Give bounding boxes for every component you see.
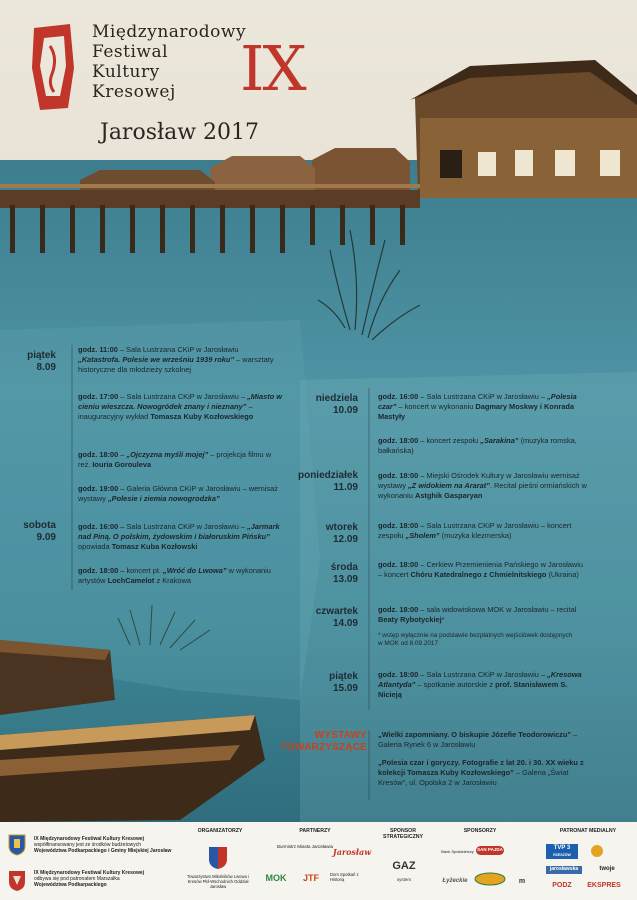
day-name: poniedziałek xyxy=(297,470,358,481)
partner-mok-logo: MOK xyxy=(265,873,287,883)
event-person: LochCamelot xyxy=(107,575,155,585)
title-line-4: Kresowej xyxy=(92,82,176,102)
event-venue: – Sala Lustrzana CKiP w Jarosławiu – xyxy=(418,670,548,679)
event-venue: – koncert pt. xyxy=(118,566,164,575)
event-desc: (muzyka romska, bałkańska) xyxy=(378,436,577,455)
event-item xyxy=(378,436,583,456)
partner-dom-spotkan: Dom Spotkań z Historią xyxy=(330,872,359,883)
event-time: godz. 18:00 xyxy=(378,670,419,679)
exhibitions-heading xyxy=(255,730,367,753)
event-title: „Z widokiem na Ararat” xyxy=(407,480,490,490)
strategic-sponsor-line: STRATEGICZNY xyxy=(383,834,423,840)
event-venue: – Sala Lustrzana CKiP w Jarosławiu xyxy=(117,345,239,354)
organizer-name: Towarzystwo Miłośników Lwowa i Kresów Płd-Wschodnich Oddział Jarosław xyxy=(187,874,249,890)
event-title: „Miasto w cieniu wieszcza. Nowogródek znany i nieznany” xyxy=(78,392,283,411)
day-name: sobota xyxy=(23,520,56,531)
event-item xyxy=(378,471,588,500)
event-desc: w wykonaniu artystów xyxy=(78,566,271,585)
event-title: „Polesia czar” xyxy=(378,392,577,411)
event-item xyxy=(78,522,283,551)
day-name: piątek xyxy=(329,671,358,682)
event-time: godz. 18:00 xyxy=(378,605,419,614)
city-year: Jarosław 2017 xyxy=(100,120,260,145)
event-person: Tomasza Kuby Kozłowskiego xyxy=(150,411,254,421)
patronage-line: Województwa Podkarpackiego xyxy=(34,882,107,888)
event-venue: – Sala Lustrzana CKiP w Jarosławiu – koncert zespołu xyxy=(378,521,572,540)
day-label-0809 xyxy=(8,350,56,374)
sponsor-gaz-name: GAZ xyxy=(392,860,416,872)
event-title: „Katastrofa. Polesie we wrześniu 1939 roku” xyxy=(78,354,235,364)
day-name: czwartek xyxy=(315,606,358,617)
event-venue: – sala widowiskowa MOK w Jarosławiu – recital xyxy=(418,605,577,614)
event-title: „Wróć do Lwowa” xyxy=(163,566,227,575)
event-item xyxy=(378,521,583,541)
event-desc: – koncert w wykonaniu xyxy=(396,401,476,411)
event-time: godz. 19:00 xyxy=(78,484,119,493)
day-label-1009 xyxy=(296,393,358,417)
sponsor-gaz-logo xyxy=(380,860,428,884)
sponsor-sanpajda-logo: SAN PAJDA xyxy=(476,846,504,855)
sponsors-footer xyxy=(0,822,637,900)
event-title: „Ojczyzna myśli mojej” xyxy=(126,450,209,459)
event-item xyxy=(78,345,278,374)
patronage-info xyxy=(34,870,179,888)
day-date: 11.09 xyxy=(333,482,358,493)
event-desc: – projekcja filmu w reż. xyxy=(78,450,272,469)
sponsor-bank: Bank Spółdzielczy xyxy=(441,849,474,854)
day-label-1109 xyxy=(280,470,358,494)
day-label-1309 xyxy=(296,562,358,586)
event-person: Dagmary Moskwy i Konrada Mastyły xyxy=(378,401,574,421)
media-tvp3-sub: RZESZÓW xyxy=(553,852,571,857)
strategic-sponsor-heading xyxy=(378,828,428,840)
event-time: godz. 16:00 xyxy=(78,522,119,531)
day-name: środa xyxy=(330,562,358,573)
day-label-0909 xyxy=(8,520,56,544)
exhibition-venue: – Galeria „Świat Kresów”, ul. Opolska 2 w Jarosławiu xyxy=(378,767,569,787)
day-date: 12.09 xyxy=(332,534,358,545)
partners-heading: PARTNERZY xyxy=(299,828,331,834)
event-item xyxy=(78,484,288,504)
funding-line: IX Międzynarodowy Festiwal Kultury Kresowej xyxy=(34,836,145,842)
title-line-3: Kultury xyxy=(92,62,160,82)
partner-burmistrz: Burmistrz Miasta Jarosławia xyxy=(276,844,333,849)
funding-line: współfinansowany jest ze środków budżetowych xyxy=(34,842,141,848)
exhibitions-heading-2: TOWARZYSZĄCE xyxy=(280,741,367,753)
event-person: Iouria Gorouleva xyxy=(92,459,152,469)
event-note: * wstęp wyłącznie na podstawie bezpłatnych wejściówek dostępnych w MOK od 8.09.2017 xyxy=(378,632,573,648)
event-desc: z Krakowa xyxy=(154,575,191,585)
event-time: godz. 18:00 xyxy=(378,471,419,480)
day-date: 8.09 xyxy=(36,362,56,373)
event-person: Astghik Gasparyan xyxy=(414,490,483,500)
event-person: Tomasz Kuba Kozłowski xyxy=(111,541,198,551)
event-time: godz. 17:00 xyxy=(78,392,119,401)
exhibition-venue: – Galeria Rynek 6 w Jarosławiu xyxy=(378,730,578,749)
media-jaroslawska-logo: jarosławska xyxy=(546,866,582,874)
event-item xyxy=(78,392,283,421)
exhibition-title: „Polesia czar i goryczy. Fotografie z lat 20. i 30. XX wieku z kolekcji Tomasza Kuby Kozłowskiego” xyxy=(378,758,584,777)
sponsors-heading: SPONSORZY xyxy=(463,828,497,834)
sponsor-lyzeckie-logo: Łyżeckie xyxy=(442,878,468,884)
media-ekspres-logo: EKSPRES xyxy=(587,882,621,889)
strategic-sponsor-line: SPONSOR xyxy=(390,828,416,834)
exhibition-item xyxy=(378,730,588,750)
event-title: „Kresowa Atlantyda” xyxy=(378,670,582,689)
event-venue: – xyxy=(118,450,127,459)
media-radio-icon xyxy=(590,844,604,858)
event-person: Beaty Rybotyckiej xyxy=(378,614,442,624)
event-desc: . Recital pieśni ormiańskich w wykonaniu xyxy=(378,480,587,500)
event-venue: – koncert zespołu xyxy=(418,436,481,445)
sponsor-gaz-sub: system xyxy=(396,877,412,883)
patronage-line: IX Międzynarodowy Festiwal Kultury Kresowej xyxy=(34,870,145,876)
event-title: „Sarakina” xyxy=(480,436,519,445)
title-line-1: Międzynarodowy xyxy=(92,22,247,42)
event-time: godz. 11:00 xyxy=(78,345,118,354)
media-tvp3-name: TVP 3 xyxy=(553,845,571,851)
event-venue: – Miejski Ośrodek Kultury w Jarosławiu wernisaż wystawy xyxy=(378,471,580,490)
festival-header xyxy=(30,18,330,158)
festival-logo-icon xyxy=(30,22,78,114)
exhibition-title: „Wielki zapomniany. O biskupie Józefie Teodorowiczu” xyxy=(378,730,572,739)
event-desc: – warsztaty historyczne dla młodzieży szkolnej xyxy=(78,354,274,374)
day-date: 13.09 xyxy=(332,574,358,585)
exhibitions-heading-1: WYSTAWY xyxy=(314,730,367,741)
sponsor-oval-icon xyxy=(474,872,506,886)
event-item xyxy=(378,392,583,421)
event-desc: (muzyka klezmerska) xyxy=(439,530,512,540)
day-name: wtorek xyxy=(325,522,358,533)
event-desc: – spotkanie autorskie z xyxy=(415,679,496,689)
event-desc: opowiada xyxy=(78,541,112,551)
coat-of-arms-icon xyxy=(8,834,26,856)
event-venue: – Galeria Główna CKiP w Jarosławiu – wernisaż wystawy xyxy=(78,484,278,503)
day-name: niedziela xyxy=(315,393,358,404)
exhibition-item xyxy=(378,758,588,787)
event-desc: * xyxy=(441,614,445,624)
funding-info xyxy=(34,836,179,854)
day-name: piątek xyxy=(27,350,56,361)
event-venue: – Sala Lustrzana CKiP w Jarosławiu – xyxy=(418,392,548,401)
event-time: godz. 18:00 xyxy=(378,560,419,569)
organizer-logo-icon xyxy=(208,846,228,870)
day-date: 15.09 xyxy=(332,683,358,694)
day-date: 10.09 xyxy=(332,405,358,416)
light-panel-left xyxy=(0,320,320,700)
event-time: godz. 18:00 xyxy=(378,436,419,445)
event-item xyxy=(78,450,278,470)
event-time: godz. 18:00 xyxy=(378,521,419,530)
event-title: „Sholem” xyxy=(405,530,440,540)
organizers-heading: ORGANIZATORZY xyxy=(197,828,243,834)
funding-line: Województwa Podkarpackiego i Gminy Miejskiej Jarosław xyxy=(34,848,172,854)
event-venue: – Sala Lustrzana CKiP w Jarosławiu – xyxy=(118,392,248,401)
event-time: godz. 16:00 xyxy=(378,392,419,401)
day-date: 9.09 xyxy=(36,532,56,543)
event-desc: (Ukraina) xyxy=(546,569,579,579)
partner-jtf-logo: JTF xyxy=(302,873,319,883)
event-desc: – inauguracyjny wykład xyxy=(78,401,253,421)
event-item xyxy=(378,560,583,580)
media-podzi-logo: PODZ xyxy=(552,882,572,889)
edition-number: IX xyxy=(240,32,305,105)
event-person: prof. Stanisławem S. Nicieją xyxy=(378,679,568,699)
event-venue: – Cerkiew Przemienienia Pańskiego w Jarosławiu – koncert xyxy=(378,560,583,579)
event-time: godz. 18:00 xyxy=(78,566,119,575)
title-line-2: Festiwal xyxy=(92,42,169,62)
event-title: „Polesie i ziemia nowogrodzka” xyxy=(107,493,220,503)
media-tvp3-logo xyxy=(546,844,578,859)
event-title: „Jarmark nad Piną. O polskim, żydowskim i białoruskim Pińsku” xyxy=(78,522,280,541)
event-item xyxy=(78,566,283,586)
event-venue: – Sala Lustrzana CKiP w Jarosławiu – xyxy=(118,522,248,531)
day-label-1209 xyxy=(296,522,358,546)
day-label-1509 xyxy=(296,671,358,695)
media-patronage-heading: PATRONAT MEDIALNY xyxy=(559,828,617,834)
event-time: godz. 18:00 xyxy=(78,450,119,459)
event-item xyxy=(378,670,583,699)
day-date: 14.09 xyxy=(332,618,358,629)
patronage-line: odbywa się pod patronatem Marszałka xyxy=(34,876,120,882)
coat-of-arms-icon xyxy=(8,870,26,892)
day-label-1409 xyxy=(296,606,358,630)
event-item xyxy=(378,605,583,625)
event-person: Chóru Katedralnego z Chmielnitskiego xyxy=(410,569,547,579)
partner-jaroslaw-logo: Jarosław xyxy=(332,847,372,857)
media-twoje-logo: twoje xyxy=(599,866,615,872)
sponsor-m-logo: m xyxy=(518,878,526,885)
